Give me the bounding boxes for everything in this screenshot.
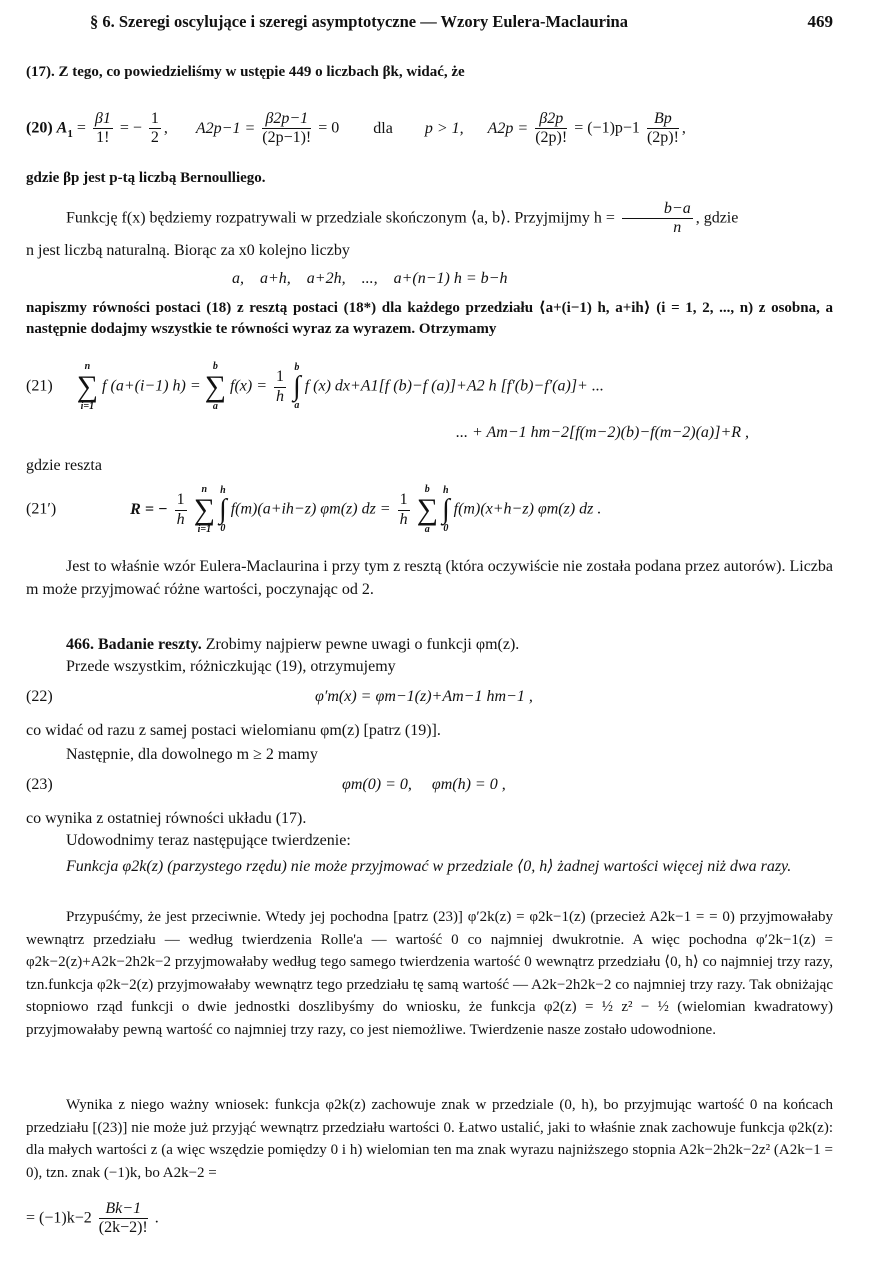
eq20-frac4: $\frac{\beta 2p}{(2p)!}$ <box>535 110 568 147</box>
eq20-lhs1: A <box>56 119 68 137</box>
final-frac: $\frac{Bk-1}{(2k-2)!}$ <box>98 1200 148 1237</box>
eq20-label: (20) <box>26 119 53 137</box>
eq21-label: (21) <box>26 377 53 395</box>
section-466-heading: 466. Badanie reszty. <box>66 636 202 653</box>
para-jest-to: Jest to właśnie wzór Eulera-Maclaurina i przy tym z resztą (która oczywiście nie została podana przez autorów). Liczba m może przyjmować różne wartości, poczynając od 2. <box>26 558 833 598</box>
eq21-integral: b ∫ a <box>293 362 301 411</box>
final-equation: = (−1)k−2 $\frac{Bk-1}{(2k-2)!}$ . <box>26 1200 159 1237</box>
eq21p-label: (21′) <box>26 500 57 518</box>
theorem: Funkcja φ2k(z) (parzystego rzędu) nie może przyjmować w przedziale ⟨0, h⟩ żadnej wartości więcej niż dwa razy. <box>66 858 792 875</box>
eq22-label: (22) <box>26 688 53 705</box>
equation-21: (21) n ∑ i=1 f (a+(i−1) h) = b ∑ a f(x) = $\frac{1}{h}$ b ∫ a f (x) dx+A1[f (b)−f (a)]+A2 h [f′(b)−f′(a)]+ ... <box>26 361 604 412</box>
eq20-frac2: $\frac{1}{2}$ <box>150 110 159 147</box>
eq21p-int1: h ∫ 0 <box>219 485 227 534</box>
equation-20: (20) $A_1$ = $\frac{\beta 1}{1!}$ = − $\frac{1}{2}$ , A2p−1 = $\frac{\beta 2p-1}{(2p-1)!}$ = 0 dla p > 1, A2p = $\frac{\beta 2p}{(2p)!}$ = (−1)p−1 $\frac{Bp}{(2p)!}$ , <box>26 110 686 147</box>
para-nastepnie: Następnie, dla dowolnego m ≥ 2 mamy <box>66 746 318 763</box>
eq21-line2: ... + Am−1 hm−2[f(m−2)(b)−f(m−2)(a)]+R , <box>456 424 750 441</box>
para-przede: Przede wszystkim, różniczkując (19), otrzymujemy <box>66 658 396 675</box>
eq20-frac1: $\frac{\beta 1}{1!}$ <box>94 110 111 147</box>
equation-21-prime: (21′) R = − $\frac{1}{h}$ n ∑ i=1 h ∫ 0 f(m)(a+ih−z) φm(z) dz = $\frac{1}{h}$ b ∑ a h ∫ 0 f(m)(x+h−z) φm(z) dz . <box>26 484 602 535</box>
section-466: 466. Badanie reszty. Zrobimy najpierw pewne uwagi o funkcji φm(z). <box>66 636 520 653</box>
eq21-frac: $\frac{1}{h}$ <box>276 368 285 405</box>
header-title: § 6. Szeregi oscylujące i szeregi asymptotyczne — Wzory Eulera-Maclaurina <box>90 12 628 31</box>
proof-paragraph-2: Wynika z niego ważny wniosek: funkcja φ2k(z) zachowuje znak w przedziale (0, h), bo przyjmując wartość 0 na końcach przedziału [(23)] nie może już przyjąć wewnątrz przedziału wartości 0. Łatwo ustalić, jaki to właśnie znak zachowuje funkcja φ2k(z): dla małych wartości z (a więc wszędzie pomiędzy 0 i h) wielomian ten ma znak wyrazu najniższego stopnia A2k−2h2k−2z² (A2k−1 = 0), tzn. znak (−1)k, bo A2k−2 = <box>26 1097 833 1181</box>
equation-22: φ′m(x) = φm−1(z)+Am−1 hm−1 , <box>315 688 533 705</box>
para-co-wynika: co wynika z ostatniej równości układu (17). <box>26 810 307 827</box>
para-napiszmy: napiszmy równości postaci (18) z resztą postaci (18*) dla każdego przedziału ⟨a+(i−1) h, a+ih⟩ (i = 1, 2, ..., n) z osobna, a następnie dodajmy wszystkie te równości wyraz za wyrazem. Otrzymamy <box>26 300 833 338</box>
eq21-sum1: n ∑ i=1 <box>76 361 99 412</box>
para-funkcje: Funkcję f(x) będziemy rozpatrywali w przedziale skończonym ⟨a, b⟩. Przyjmijmy h = $\frac{b-a}{n}$ , gdzie <box>66 200 739 237</box>
para-17: (17). Z tego, co powiedzieliśmy w ustępie 449 o liczbach βk, widać, że <box>26 64 465 80</box>
h-frac: $\frac{b-a}{n}$ <box>622 200 693 238</box>
sequence-line: a, a+h, a+2h, ..., a+(n−1) h = b−h <box>232 270 508 287</box>
equation-23: φm(0) = 0, φm(h) = 0 , <box>342 776 506 793</box>
eq20-frac3: $\frac{\beta 2p-1}{(2p-1)!}$ <box>262 110 312 147</box>
eq23-label: (23) <box>26 776 53 793</box>
eq21p-int2: h ∫ 0 <box>441 485 450 534</box>
para-funkcje-2: n jest liczbą naturalną. Biorąc za x0 kolejno liczby <box>26 242 350 259</box>
eq21-sum2: b ∑ a <box>204 361 227 412</box>
eq21p-frac1: $\frac{1}{h}$ <box>176 491 185 528</box>
eq21p-frac2: $\frac{1}{h}$ <box>399 491 408 528</box>
page-number: 469 <box>807 12 833 31</box>
eq20-frac5: $\frac{Bp}{(2p)!}$ <box>646 110 679 147</box>
para-co-widac: co widać od razu z samej postaci wielomianu φm(z) [patrz (19)]. <box>26 722 441 739</box>
para-udowodnimy: Udowodnimy teraz następujące twierdzenie: <box>66 832 351 849</box>
proof-paragraph-1: Przypuśćmy, że jest przeciwnie. Wtedy jej pochodna [patrz (23)] φ′2k(z) = φ2k−1(z) (przecież A2k−1 = = 0) przyjmowałaby wewnątrz przedziału — według twierdzenia Rolle'a — wartość 0 co najmniej dwukrotnie. A więc pochodna φ′2k−1(z) = φ2k−2(z)+A2k−2h2k−2 przyjmowałaby według tego samego twierdzenia wartość 0 wewnątrz przedziału ⟨0, h⟩ co najmniej trzy razy, tzn.funkcja φ2k−2(z) przyjmowałaby wewnątrz tego przedziału tę samą wartość — A2k−2h2k−2 co najmniej trzy razy. Tak obniżając stopniowo rząd funkcji o dwie jednostki doszlibyśmy do wniosku, że funkcja φ2(z) = ½ z² − ½ (wielomian kwadratowy) przyjmowałaby pewną wartość co najmniej trzy razy, co jest niemożliwe. Twierdzenie nasze zostało udowodnione. <box>26 909 833 1038</box>
gdzie-reszta: gdzie reszta <box>26 457 102 474</box>
gdzie-bernoulli: gdzie βp jest p-tą liczbą Bernoulliego. <box>26 170 266 186</box>
eq21p-sum2: b ∑ a <box>416 484 438 535</box>
eq21p-sum1: n ∑ i=1 <box>193 484 216 535</box>
